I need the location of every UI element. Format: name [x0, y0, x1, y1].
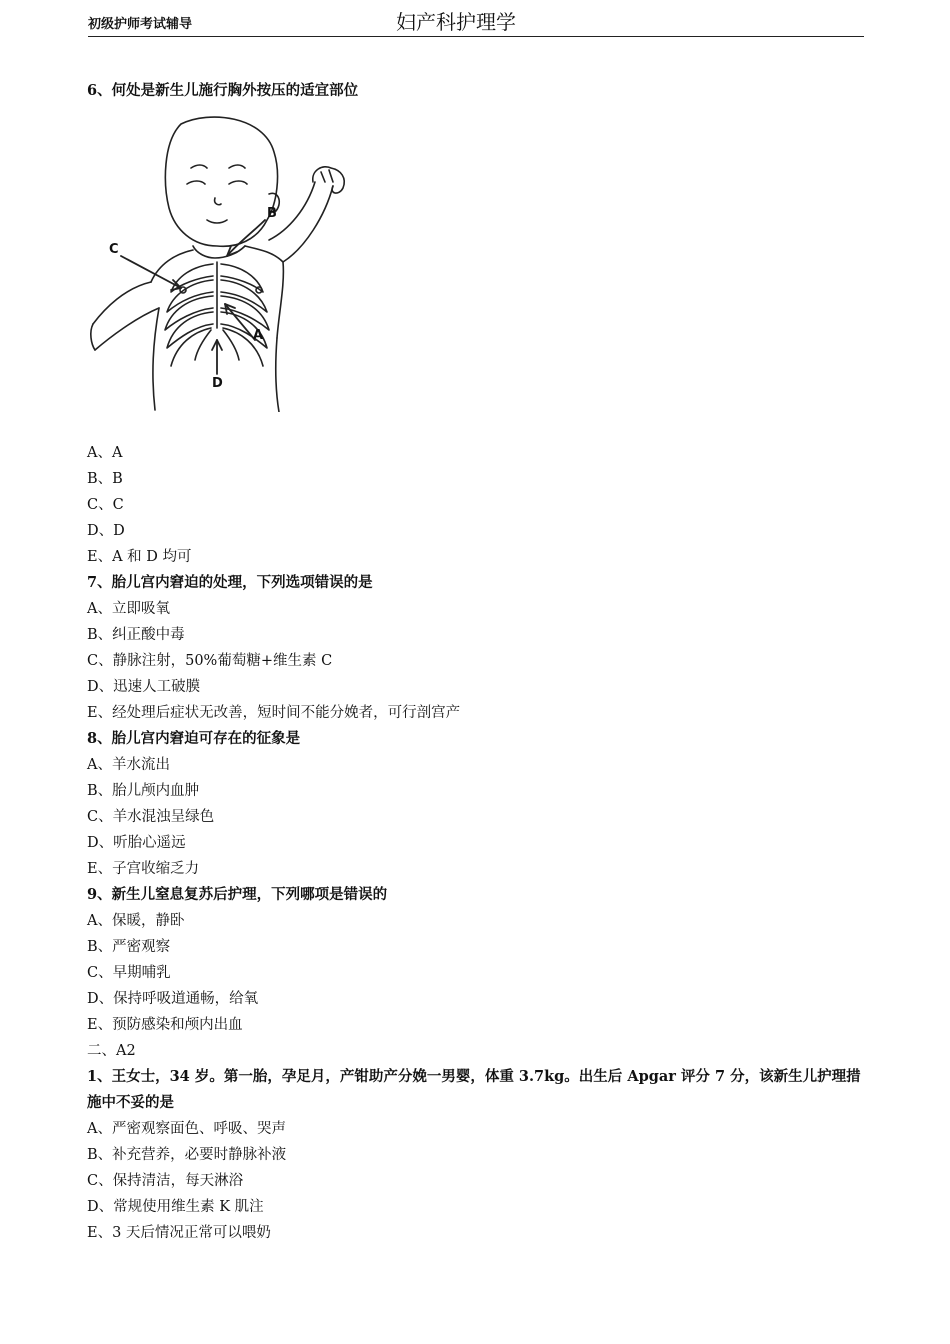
- a2-question-1-option-b: B、补充营养，必要时静脉补液: [87, 1147, 287, 1163]
- question-9-option-c: C、早期哺乳: [87, 965, 171, 981]
- page-header: [88, 8, 864, 37]
- question-6-option-e: E、A 和 D 均可: [87, 549, 192, 565]
- figure-label-b: B: [267, 206, 277, 221]
- question-8-option-e: E、子宫收缩乏力: [87, 861, 200, 877]
- infant-chest-compression-figure: [89, 112, 369, 412]
- figure-label-c: C: [109, 242, 119, 257]
- question-9-option-e: E、预防感染和颅内出血: [87, 1017, 243, 1033]
- figure-label-a: A: [253, 328, 264, 343]
- question-7-option-e: E、经处理后症状无改善，短时间不能分娩者，可行剖宫产: [87, 705, 461, 721]
- question-8-option-b: B、胎儿颅内血肿: [87, 783, 200, 799]
- question-7-option-a: A、立即吸氧: [87, 601, 170, 617]
- question-9-option-d: D、保持呼吸道通畅，给氧: [87, 991, 259, 1007]
- question-7-option-d: D、迅速人工破膜: [87, 679, 201, 695]
- question-9-option-b: B、严密观察: [87, 939, 171, 955]
- question-6-option-a: A、A: [87, 445, 123, 461]
- question-9-option-a: A、保暖，静卧: [87, 913, 185, 929]
- a2-question-1-option-c: C、保持清洁，每天淋浴: [87, 1173, 244, 1189]
- question-8-title: 8、胎儿宫内窘迫可存在的征象是: [87, 730, 301, 747]
- question-7-option-b: B、纠正酸中毒: [87, 627, 185, 643]
- question-6-option-d: D、D: [87, 523, 125, 539]
- a2-question-1-option-a: A、严密观察面色、呼吸、哭声: [87, 1121, 286, 1137]
- header-course-name: 初级护师考试辅导: [88, 17, 193, 32]
- question-9-title: 9、新生儿窒息复苏后护理，下列哪项是错误的: [87, 886, 388, 903]
- section-heading-a2: 二、A2: [87, 1043, 136, 1059]
- question-8-option-d: D、听胎心遥远: [87, 835, 186, 851]
- question-6-title: 6、何处是新生儿施行胸外按压的适宜部位: [87, 82, 359, 99]
- question-8-option-c: C、羊水混浊呈绿色: [87, 809, 215, 825]
- question-6-option-c: C、C: [87, 497, 124, 513]
- header-subject-title: 妇产科护理学: [396, 10, 516, 34]
- question-6-option-b: B、B: [87, 471, 123, 487]
- question-7-title: 7、胎儿宫内窘迫的处理，下列选项错误的是: [87, 574, 373, 591]
- a2-question-1-option-e: E、3 天后情况正常可以喂奶: [87, 1225, 271, 1241]
- question-7-option-c: C、静脉注射，50%葡萄糖+维生素 C: [87, 653, 333, 669]
- a2-question-1-title: 1、王女士，34 岁。第一胎，孕足月，产钳助产分娩一男婴，体重 3.7kg。出生后 Apgar 评分 7 分，该新生儿护理措施中不妥的是: [87, 1068, 861, 1111]
- question-8-option-a: A、羊水流出: [87, 757, 170, 773]
- a2-question-1-option-d: D、常规使用维生素 K 肌注: [87, 1199, 264, 1215]
- figure-label-d: D: [212, 376, 223, 391]
- document-body: [87, 78, 867, 1246]
- infant-illustration: [89, 112, 369, 412]
